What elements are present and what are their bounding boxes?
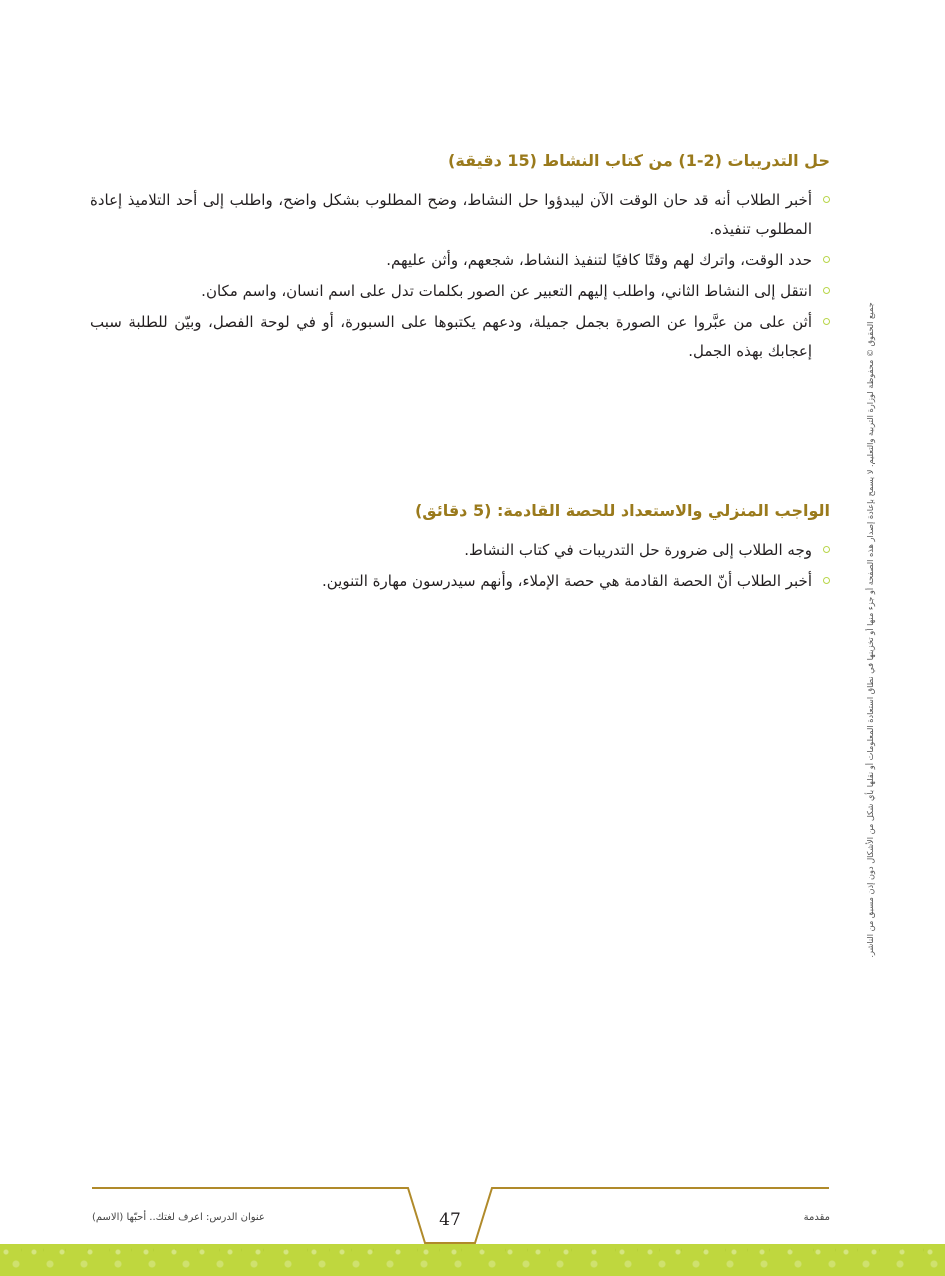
footer-lesson-title: عنوان الدرس: اعرف لغتك.. أحبّها (الاسم) — [92, 1212, 265, 1223]
item-text: وجه الطلاب إلى ضرورة حل التدريبات في كتاب النشاط. — [464, 541, 812, 559]
item-text: انتقل إلى النشاط الثاني، واطلب إليهم التعبير عن الصور بكلمات تدل على اسم انسان، واسم مكان. — [201, 282, 812, 300]
footer-section-label: مقدمة — [803, 1212, 830, 1223]
item-text: أثن على من عبَّروا عن الصورة بجمل جميلة، ودعهم يكتبوها على السبورة، أو في لوحة الفصل، وبيّن للطلبة سبب إعجابك بهذه الجمل. — [90, 313, 812, 360]
section-heading: حل التدريبات (2-1) من كتاب النشاط (15 دقيقة) — [448, 151, 830, 170]
decorative-band — [0, 1244, 945, 1276]
item-text: أخبر الطلاب أنّ الحصة القادمة هي حصة الإملاء، وأنهم سيدرسون مهارة التنوين. — [322, 572, 812, 590]
copyright-text: جميع الحقوق © محفوظة لوزارة التربية والتعليم. لا يسمح بإعادة إصدار هذه الصفحة أو جزء منها أو تخزينها في نطاق استعادة المعلومات أو نقلها بأي شكل من الأشكال دون إذن مسبق من الناشر. — [865, 302, 875, 958]
item-text: حدد الوقت، واترك لهم وقتًا كافيًا لتنفيذ النشاط، شجعهم، وأثن عليهم. — [386, 251, 812, 269]
item-text: أخبر الطلاب أنه قد حان الوقت الآن ليبدؤوا حل النشاط، وضح المطلوب بشكل واضح، واطلب إلى أحد التلاميذ إعادة المطلوب تنفيذه. — [90, 191, 812, 238]
page-number: 47 — [439, 1210, 461, 1230]
section-heading: الواجب المنزلي والاستعداد للحصة القادمة: (5 دقائق) — [414, 501, 830, 520]
